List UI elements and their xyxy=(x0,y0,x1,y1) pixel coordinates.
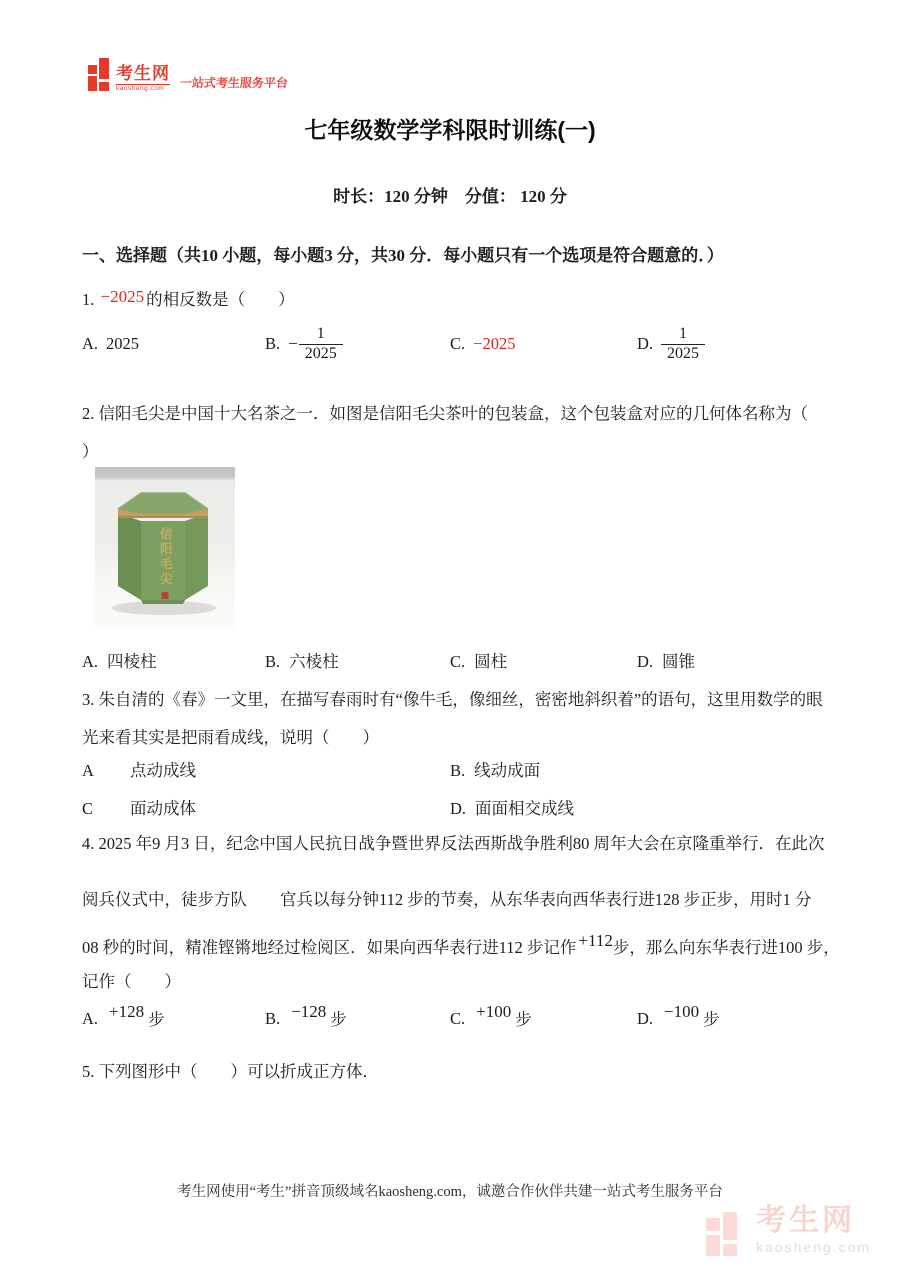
question-1-stem xyxy=(82,286,295,310)
question-4-stem-line2: 阅兵仪式中，徒步方队 官兵以每分钟112 步的节奏，从东华表向西华表行进128 步正步，用时1 分 xyxy=(82,890,812,909)
logo-tagline: 一站式考生服务平台 xyxy=(179,76,289,90)
question-2-stem-line1: 2. 信阳毛尖是中国十大名茶之一．如图是信阳毛尖茶叶的包装盒，这个包装盒对应的几何体名称为（ xyxy=(82,404,808,423)
question-2-stem-line2: ） xyxy=(82,442,99,461)
q4-option-b-unit: 步 xyxy=(330,1010,347,1029)
q2-option-b-label: B. xyxy=(265,652,281,671)
question-4-stem-line4: 记作（ ） xyxy=(82,972,181,991)
q3-option-b xyxy=(450,757,540,781)
q3-option-d xyxy=(450,795,574,819)
header-logo xyxy=(88,58,288,92)
q4-option-c-unit: 步 xyxy=(515,1010,532,1029)
q4-option-b-number: −128 xyxy=(291,1002,327,1021)
question-4-stem-line1: 4. 2025 年9 月3 日，纪念中国人民抗日战争暨世界反法西斯战争胜利80 周年大会在京隆重举行．在此次 xyxy=(82,834,825,853)
q2-option-c xyxy=(450,648,507,672)
question-3-stem-line1: 3. 朱自清的《春》一文里，在描写春雨时有“像牛毛，像细丝，密密地斜织着”的语句，这里用数学的眼 xyxy=(82,690,823,709)
question-1-options xyxy=(82,316,842,372)
section-heading: 一、选择题（共10 小题，每小题3 分，共30 分．每小题只有一个选项是符合题意的．） xyxy=(82,246,724,265)
q1-option-d-label: D. xyxy=(637,334,654,353)
q2-option-a xyxy=(82,648,157,672)
q3-option-c-value: 面动成体 xyxy=(130,799,196,818)
q3-option-b-label: B. xyxy=(450,761,466,780)
question-1-number: 1. xyxy=(82,290,95,309)
watermark-logo xyxy=(706,1206,871,1258)
q4-option-d xyxy=(637,1002,720,1029)
question-3-options-row1 xyxy=(82,757,842,783)
q2-option-d-label: D. xyxy=(637,652,654,671)
question-5-stem: 5. 下列图形中（ ）可以折成正方体． xyxy=(82,1062,379,1081)
q4-option-a-unit: 步 xyxy=(148,1010,165,1029)
q2-option-b xyxy=(265,648,339,672)
logo-name: 考生网 xyxy=(116,63,170,83)
q2-option-d-value: 圆锥 xyxy=(662,652,696,671)
tea-box-photo xyxy=(95,467,235,628)
question-3-options-row2 xyxy=(82,795,842,821)
q1-option-a-value: 2025 xyxy=(106,334,140,353)
watermark-domain: kaosheng.com xyxy=(756,1239,872,1255)
q4-option-d-label: D. xyxy=(637,1009,654,1028)
question-3-stem-line2: 光来看其实是把雨看成线，说明（ ） xyxy=(82,728,379,747)
q3-option-d-value: 面面相交成线 xyxy=(475,799,575,818)
tea-box-seal xyxy=(162,592,169,599)
q3-option-a xyxy=(82,757,196,781)
question-2-options xyxy=(82,648,842,674)
q3-option-d-label: D. xyxy=(450,799,467,818)
q1-option-a xyxy=(82,316,139,372)
q1-option-d-fraction xyxy=(661,325,705,363)
watermark-text-block xyxy=(756,1206,871,1254)
q4-option-c xyxy=(450,1002,532,1029)
q4-line3-post: 步，那么向东华表行进100 步， xyxy=(612,938,840,957)
q2-option-b-value: 六棱柱 xyxy=(289,652,339,671)
q1-option-a-label: A. xyxy=(82,334,99,353)
logo-text-block xyxy=(116,65,170,93)
q4-option-d-unit: 步 xyxy=(703,1010,720,1029)
q2-option-c-label: C. xyxy=(450,652,466,671)
q1-option-c-label: C. xyxy=(450,334,466,353)
kaosheng-logo-icon xyxy=(88,58,112,92)
q3-option-b-value: 线动成面 xyxy=(474,761,541,780)
page-title: 七年级数学学科限时训练(一) xyxy=(304,117,596,143)
question-4-stem-line3 xyxy=(82,931,840,958)
q3-option-a-label: A xyxy=(82,761,94,780)
q4-option-a-label: A. xyxy=(82,1009,99,1028)
q2-option-a-label: A. xyxy=(82,652,99,671)
q4-option-b xyxy=(265,1002,347,1029)
q1-option-c-value: −2025 xyxy=(473,334,516,353)
q3-option-c-label: C xyxy=(82,799,94,818)
q2-option-c-value: 圆柱 xyxy=(474,652,508,671)
q4-option-d-number: −100 xyxy=(664,1002,700,1021)
q1-option-c xyxy=(450,316,515,372)
q1-option-b xyxy=(265,316,343,372)
q4-option-b-label: B. xyxy=(265,1009,281,1028)
fraction-numerator: 1 xyxy=(679,325,688,343)
fraction-denominator: 2025 xyxy=(299,344,343,363)
q4-option-c-number: +100 xyxy=(476,1002,512,1021)
q1-option-b-fraction xyxy=(299,325,343,363)
question-1-text: 的相反数是（ ） xyxy=(146,290,295,309)
tea-box-label: 信阳毛尖 xyxy=(158,527,173,587)
q4-option-a xyxy=(82,1002,165,1029)
kaosheng-watermark-icon xyxy=(706,1212,750,1258)
question-1-highlight: −2025 xyxy=(100,287,145,306)
q3-option-c xyxy=(82,795,196,819)
fraction-denominator: 2025 xyxy=(661,344,705,363)
q3-option-a-value: 点动成线 xyxy=(130,761,196,780)
q4-option-a-number: +128 xyxy=(109,1002,145,1021)
question-4-options xyxy=(82,1002,842,1041)
exam-meta: 时长：120 分钟 分值： 120 分 xyxy=(333,187,567,206)
q4-line3-pre: 08 秒的时间，精准铿锵地经过检阅区．如果向西华表行进112 步记作 xyxy=(82,938,577,957)
fraction-numerator: 1 xyxy=(316,325,325,343)
q1-option-b-sign: − xyxy=(288,334,298,353)
watermark-name: 考生网 xyxy=(756,1204,855,1237)
q2-option-d xyxy=(637,648,695,672)
footer-note: 考生网使用“考生”拼音顶级域名kaosheng.com，诚邀合作伙伴共建一站式考生服务平台 xyxy=(177,1184,723,1200)
logo-domain: kaosheng.com xyxy=(116,84,170,93)
q1-option-b-label: B. xyxy=(265,334,281,353)
q4-option-c-label: C. xyxy=(450,1009,466,1028)
q4-line3-number: +112 xyxy=(578,931,613,950)
q2-option-a-value: 四棱柱 xyxy=(107,652,157,671)
q1-option-d xyxy=(637,316,705,372)
